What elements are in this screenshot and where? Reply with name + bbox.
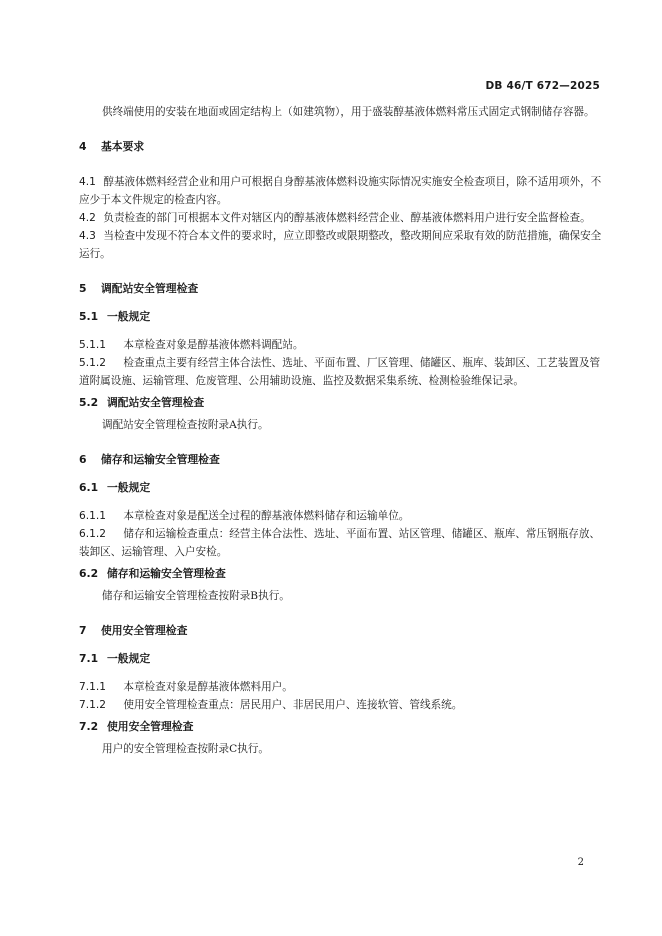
subsection-5-1-heading <box>79 308 602 326</box>
page-number: 2 <box>577 857 584 868</box>
document-code: DB 46/T 672—2025 <box>485 80 600 92</box>
subsection-number: 5.1 <box>79 310 99 323</box>
subsection-title: 一般规定 <box>107 481 151 494</box>
section-4-heading <box>79 138 602 156</box>
clause-text: 本章检查对象是醇基液体燃料用户。 <box>123 681 293 693</box>
section-number: 4 <box>79 140 87 153</box>
subsection-title: 一般规定 <box>107 310 151 323</box>
clause-4-2 <box>79 209 602 227</box>
section-6-heading <box>79 451 602 469</box>
clause-6-1-1 <box>79 507 602 525</box>
subsection-6-2-heading <box>79 565 602 583</box>
clause-text: 检查重点主要有经营主体合法性、选址、平面布置、厂区管理、储罐区、瓶库、装卸区、工艺装置及管道附属设施、运输管理、危废管理、公用辅助设施、监控及数据采集系统、检测检验维保记录。 <box>79 357 601 387</box>
clause-4-3 <box>79 227 602 263</box>
section-title: 使用安全管理检查 <box>101 624 188 637</box>
document-body <box>79 103 602 758</box>
clause-number: 4.2 <box>79 212 96 224</box>
subsection-title: 使用安全管理检查 <box>107 720 194 733</box>
definition-paragraph: 供终端使用的安装在地面或固定结构上（如建筑物），用于盛装醇基液体燃料常压式固定式钢制储存容器。 <box>102 106 595 118</box>
clause-5-1-2 <box>79 354 602 390</box>
subsection-7-1-heading <box>79 650 602 668</box>
clause-4-1 <box>79 173 602 209</box>
section-5-heading <box>79 280 602 298</box>
clause-text: 使用安全管理检查重点：居民用户、非居民用户、连接软管、管线系统。 <box>123 699 463 711</box>
subsection-5-2-heading <box>79 394 602 412</box>
clause-text: 储存和运输检查重点：经营主体合法性、选址、平面布置、站区管理、储罐区、瓶库、常压钢瓶存放、装卸区、运输管理、入户安检。 <box>79 528 601 558</box>
clause-text: 醇基液体燃料经营企业和用户可根据自身醇基液体燃料设施实际情况实施安全检查项目，除不适用项外，不应少于本文件规定的检查内容。 <box>79 176 602 206</box>
subsection-6-1-heading <box>79 479 602 497</box>
clause-text: 本章检查对象是醇基液体燃料调配站。 <box>123 339 304 351</box>
subsection-number: 6.1 <box>79 481 99 494</box>
paragraph-7-2: 用户的安全管理检查按附录C执行。 <box>102 743 270 755</box>
clause-text: 负责检查的部门可根据本文件对辖区内的醇基液体燃料经营企业、醇基液体燃料用户进行安全监督检查。 <box>103 212 591 224</box>
section-title: 基本要求 <box>101 140 145 153</box>
section-title: 调配站安全管理检查 <box>101 282 199 295</box>
clause-7-1-2 <box>79 696 602 714</box>
paragraph-6-2: 储存和运输安全管理检查按附录B执行。 <box>102 590 290 602</box>
clause-number: 4.1 <box>79 176 96 188</box>
subsection-title: 储存和运输安全管理检查 <box>107 567 226 580</box>
clause-number: 4.3 <box>79 230 96 242</box>
section-7-heading <box>79 622 602 640</box>
clause-6-1-2 <box>79 525 602 561</box>
section-title: 储存和运输安全管理检查 <box>101 453 220 466</box>
clause-number: 7.1.2 <box>79 699 106 711</box>
section-number: 7 <box>79 624 87 637</box>
clause-number: 5.1.1 <box>79 339 106 351</box>
section-number: 5 <box>79 282 87 295</box>
clause-number: 6.1.1 <box>79 510 106 522</box>
subsection-number: 7.1 <box>79 652 99 665</box>
paragraph-5-2: 调配站安全管理检查按附录A执行。 <box>102 419 269 431</box>
clause-number: 5.1.2 <box>79 357 106 369</box>
section-number: 6 <box>79 453 87 466</box>
clause-5-1-1 <box>79 336 602 354</box>
clause-text: 本章检查对象是配送全过程的醇基液体燃料储存和运输单位。 <box>123 510 410 522</box>
clause-text: 当检查中发现不符合本文件的要求时，应立即整改或限期整改，整改期间应采取有效的防范措施，确保安全运行。 <box>79 230 602 260</box>
subsection-number: 6.2 <box>79 567 99 580</box>
clause-number: 7.1.1 <box>79 681 106 693</box>
clause-7-1-1 <box>79 678 602 696</box>
subsection-title: 一般规定 <box>107 652 151 665</box>
subsection-number: 5.2 <box>79 396 99 409</box>
subsection-number: 7.2 <box>79 720 99 733</box>
subsection-7-2-heading <box>79 718 602 736</box>
subsection-title: 调配站安全管理检查 <box>107 396 205 409</box>
clause-number: 6.1.2 <box>79 528 106 540</box>
